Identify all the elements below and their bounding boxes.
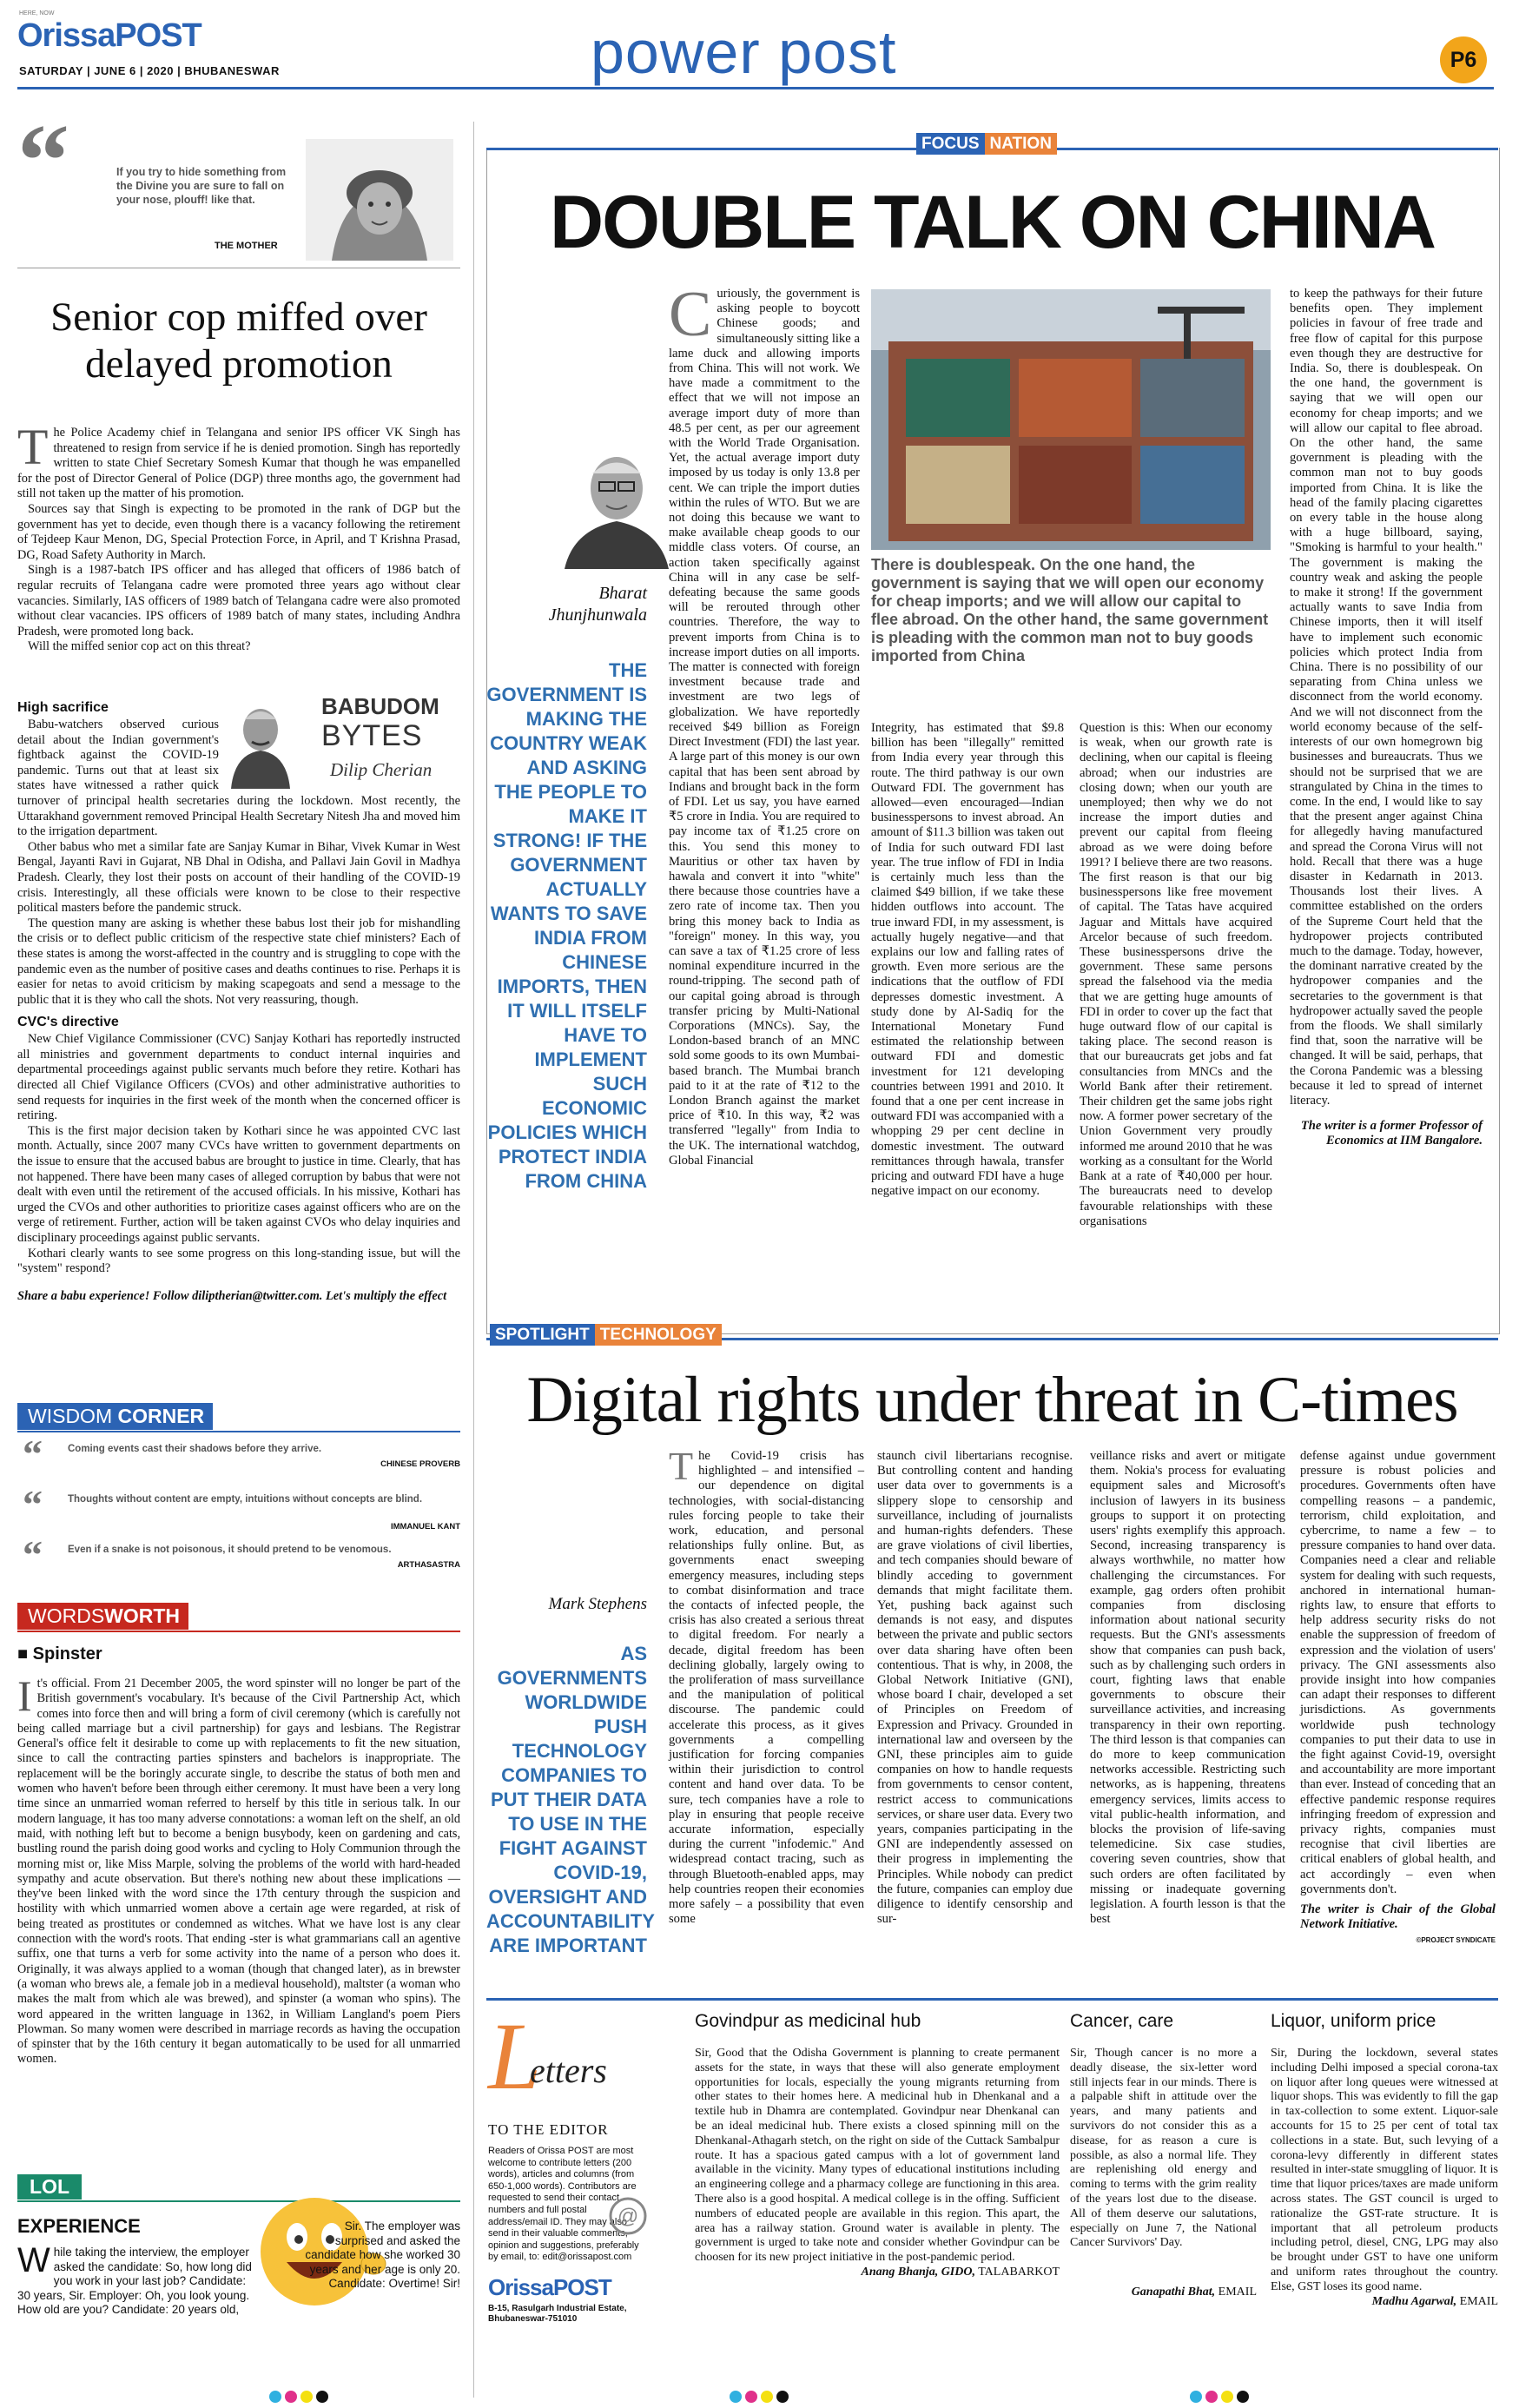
digital-pull-quote: AS GOVERNMENTS WORLDWIDE PUSH TECHNOLOGY COMPANIES TO PUT THEIR DATA TO USE IN THE FIGHT AGAINST COVID-19, OVERSIGHT AND ACCOUNTABILITY ARE IMPORTANT	[486, 1643, 655, 1956]
columnist-photo	[226, 693, 295, 789]
quote-icon: “	[23, 1482, 43, 1526]
letters-to-editor: TO THE EDITOR	[488, 2121, 609, 2138]
quote-open-icon: “	[17, 103, 69, 218]
dateline: SATURDAY | JUNE 6 | 2020 | BHUBANESWAR	[19, 64, 280, 77]
china-pull-quote: THE GOVERNMENT IS MAKING THE COUNTRY WEAK AND ASKING THE PEOPLE TO MAKE IT STRONG! IF THE GOVERNMENT ACTUALLY WANTS TO SAVE INDIA FROM CHINESE IMPORTS, THEN IT WILL ITSELF HAVE TO IMPLEMENT SUCH ECONOMIC POLICIES WHICH PROTECT INDIA FROM CHINA	[486, 659, 647, 1192]
china-author-last: Jhunjhunwala	[548, 605, 647, 625]
wordsworth-text: It's official. From 21 December 2005, the word spinster will no longer be part of the British government's vocabulary. It's because of the Civil Partnership Act, which comes into force then and will bring a form of civil ceremony (which is carefully not being called marriage but a civil partnership) for gays and lesbians. The Registrar General's office felt it desirable to come up with replacements to fit the new situation, since to call the contracting parties spinsters and bachelors is inappropriate. The replacement will be the boringly accurate single, to describe the status of both men and women who haven't before been through either ceremony. It must have been a very long time since an unmarried woman referred to herself by this title in serious talk. In our modern language, it has too many adverse connotations: a woman left on the shelf, an old maid, with nothing left but to become a benign busybody, keen on gardening and cats, bustling round the parish doing good works and cycling to Holy Communion through the morning mist or, like Miss Marple, solving the problems of the world with hard-headed sympathy and acute observation. But there's nothing new about these implications — they've been linked with the word since the 17th century through the suspicion and hostility with which unmarried women above a certain age were regarded, at risk of being treated as prostitutes or condemned as witches. What we have lost is any clear connection with the word's roots. That ending -ster is what grammarians call an agentive suffix, one that turns a verb for some activity into the name of a person who does it. Originally, it was always applied to a woman (though that changed later), as in brewster (a woman who brews ale, a female job in a medieval household), maltster (a woman who makes the malt from which ale was brewed), and spinster (a woman who spins). The word appeared in the written language in 1362, in William Langland's poem Piers Plowman. So many women were described in marriage records as having the occupation of spinster that by the 16th century it began automatically to be used for all unmarried women.	[17, 1671, 460, 2067]
lol-title: EXPERIENCE	[17, 2215, 141, 2237]
letters-brand: OrissaPOST	[488, 2274, 611, 2300]
babu-sub-article: BABUDOM BYTES Dilip Cherian High sacrifice Babu-watchers observed curious detail about the Indian government's fightback against the COVID-19 pandemic. Turns out that at least six states have witnessed a rather quick turnover of principal health secretaries during the lockdown. Most recently, the Uttarakhand government removed Principal Health Secretary Nitesh Jha and moved him to the irrigation department. Other babus who met a similar fate are Sanjay Kumar in Bihar, Vivek Kumar in West Bengal, Jayanti Ravi in Gujarat, NB Dhal in Odisha, and Pallavi Jain Govil in Madhya Pradesh. Clearly, they lost their posts on account of their handling of the COVID-19 crisis. Interestingly, all these officials were known to be close to their respective political masters before the pandemic struck. The question many are asking is whether these babus lost their job for mishandling the crisis or to deflect public criticism of the respective state chief ministers? Each of these states is among the worst-affected in the country and is struggling to cope with the pandemic even as the number of positive cases and deaths continues to rise. Perhaps it is easier for netas to avoid criticism by making scapegoats and send a message to the public that it is they who call the shots. Not very reassuring, though. CVC's directive New Chief Vigilance Commissioner (CVC) Sanjay Kothari has reportedly instructed all ministries and government departments to conduct internal inquiries and departmental proceedings against public servants much before they retire. Kothari has directed all Chief Vigilance Officers (CVOs) and other administrative authorities to send requests for inquiries in the first week of the month when the concerned officer is retiring. This is the first major decision taken by Kothari since he was appointed CVC last month. Actually, since 2007 many CVCs have written to government departments on the issue to ensure that the accused babus are brought to justice in time. Clearly, that has not happened. There have been many cases of alleged corruption by babus that were not dealt with even until the retirement of the accused officials. In his missive, Kothari has urged the CVOs and other authorities to prioritize cases against officers who are on the verge of retirement. Further, action will be taken against CVOs who delay inquiries and disciplinary proceedings against public servants. Kothari clearly wants to see some progress on this long-standing issue, but will the "system" respond? Share a babu experience! Follow diliptherian@twitter.com. Let's multiply the effect	[17, 693, 460, 1303]
lol-text: While taking the interview, the employer asked the candidate: So, how long did you work in your last job? Candidate: 30 years, Sir. Employer: Oh, you look young. How old are you? Candidate: 20 years old,	[17, 2241, 252, 2316]
word-of-day: ■ Spinster	[17, 1644, 102, 1664]
registration-mark	[1221, 2391, 1233, 2403]
china-tag: FOCUS NATION	[916, 135, 1057, 154]
letter2-text: Sir, Though cancer is no more a deadly disease, the six-letter word still injects fear in our minds. There is a palpable shift in attitude over the years, and many patients and survivors do not consider this as a disease, for as reason a cure is possible, as also a normal life. They are replenishing old energy and coming to terms with the grim reality of the years lost due to the disease. All of them deserve our salutations, especially on June 7, the National Cancer Survivors' Day. Ganapathi Bhat, EMAIL	[1070, 2047, 1257, 2299]
registration-mark	[776, 2391, 789, 2403]
registration-mark	[1190, 2391, 1202, 2403]
china-col4: to keep the pathways for their future benefits open. They implement policies in favour of free trade and free flow of capital for this purpose even though they are destructive for India. So, there is doublespeak. On the one hand, the government is saying that we will open our economy for cheap imports; and we will allow our capital to flee abroad. On the other hand, the same government is pleading with the common man not to buy goods imported from China. It is like the head of the family placing cigarettes on every table in the house along with a huge billboard, saying, "Smoking is harmful to your health." The government is making the country weak and asking the people to make it strong! If the government actually wants to save India from Chinese imports, then it will itself have to implement such economic policies which protect India from China. There is no possibility of our separating from China unless we disconnect from the world economy. And we will not disconnect from the world economy because of the self-interests of our own homegrown big businesses and bureaucrats. Thus we should not be surprised that we are strangulated by China in the times to come. In the end, I would like to say that the present anger against China for allegedly having manufactured and spread the Corona Virus will not hold. Recall that there was a huge disaster in Kedarnath in 2013. Thousands lost their lives. A committee established on the orders of the Supreme Court held that the hydropower projects contributed much to the damage. Today, however, the dominant narrative created by the hydropower companies and the secretaries to the government is that hydropower actually saved the people from the floods. We shall similarly find that, soon the narrative will be changed. It will be said, perhaps, that the Corona Pandemic was a blessing because it led to spread of internet literacy. The writer is a former Professor of Economics at IIM Bangalore.	[1290, 287, 1483, 1148]
brand-tagline: HERE, NOW	[19, 10, 55, 17]
digital-author: Mark Stephens	[548, 1595, 647, 1613]
lol-text-right: Sir. The employer was surprised and asked the candidate how she worked 30 years and her age is only 20. Candidate: Overtime! Sir!	[305, 2219, 460, 2290]
svg-text:@: @	[617, 2205, 639, 2228]
digital-bio: The writer is Chair of the Global Network Initiative.	[1300, 1902, 1496, 1932]
letter3-text: Sir, During the lockdown, several states including Delhi imposed a special corona-tax on liquor after long queues were witnessed at liquor shops. This was evidently to fill the gap in tax-collection to some extent. Liquor-sale accounts for 15 to 25 per cent of total tax collections in a state. But, such levying of a corona-levy differently in different states resulted in inter-state smuggling of liquor. It is time that liquor prices/taxes are made uniform across states. The GST council is urged to rationalize the GST-rate structure. It is important that all petroleum products including petrol, diesel, CNG, LPG may also be brought under GST to have one uniform and uniform rates throughout the country. Else, GST loses its good name. Madhu Agarwal, EMAIL	[1271, 2047, 1498, 2308]
masthead-logo: OrissaPOST	[17, 17, 201, 54]
email-at-icon	[608, 2196, 648, 2236]
the-mother-photo	[306, 139, 453, 261]
registration-mark	[1237, 2391, 1249, 2403]
author-photo	[556, 434, 677, 569]
china-author-first: Bharat	[598, 584, 647, 603]
subhead-high-sacrifice: High sacrifice	[17, 700, 109, 715]
babu-article: The Police Academy chief in Telangana and senior IPS officer VK Singh has threatened to resign from service if he is denied promotion. Singh has reportedly written to state Chief Secretary Somesh Kumar that though he was empanelled for the post of Director General of Police (DGP) three months ago, the government had still not taken up the matter of his promotion. Sources say that Singh is expecting to be promoted in the rank of DGP but the government has yet to decide, even though there is a vacancy following the retirement of Tejdeep Kaur Menon, DG, Special Protection Force, in April, and T Krishna Prasad, DG, Road Safety Authority in March. Singh is a 1987-batch IPS officer and has alleged that officers of 1986 batch of regular recruits of Telangana cadre were promoted three years ago without clear vacancies. Similarly, IAS officers of 1989 batch of Telangana cadre were also promoted without clear vacancies. IPS officers of 1989 batch of many states, including Andhra Pradesh, were promoted long back. Will the miffed senior cop act on this threat?	[17, 419, 460, 654]
registration-mark	[761, 2391, 773, 2403]
letters-word: etters	[530, 2051, 607, 2090]
registration-mark	[300, 2391, 313, 2403]
quote-icon: “	[23, 1432, 43, 1476]
masthead-rule	[17, 87, 1494, 89]
registration-mark	[1205, 2391, 1218, 2403]
digital-headline: Digital rights under threat in C-times	[526, 1364, 1458, 1436]
digital-col4: defense against undue government pressure is robust policies and procedures. Governments often have compelling reasons – a pandemic, terrorism, child exploitation, and cybercrime, to name a few – to pressure companies to hand over data. Companies need a clear and reliable system for dealing with such requests, anchored in international human-rights law, to ensure that efforts to help address security risks do not enable the suppression of freedom of expression and the violation of users' privacy. The GNI assessments also provide insight into how companies can adapt their responses to different jurisdictions. As governments worldwide push technology companies to put their data to use in the fight against Covid-19, oversight and accountability are more important than ever. Instead of conceding that an effective pandemic response requires infringing freedom of expression and privacy rights, companies must recognise that civil liberties are critical enablers of global health, and act accordingly – even when governments don't. The writer is Chair of the Global Network Initiative. ©PROJECT SYNDICATE	[1300, 1449, 1496, 1948]
china-photo-caption: There is doublespeak. On the one hand, the government is saying that we will open our economy for cheap imports; and we will allow our capital to flee abroad. On the other hand, the same government is pleading with the common man not to buy goods imported from China	[871, 556, 1269, 665]
digital-col3: veillance risks and avert or mitigate them. Nokia's process for evaluating equipment sales and Microsoft's inclusion of lawyers in its business groups to support it on protecting users' rights exemplify this approach. Second, increasing transparency is always worthwhile, no matter how challenging the circumstances. For example, gag orders often prohibit companies from disclosing information about national security requests. But the GNI's assessments show that companies can push back, such as by challenging such orders in court, fighting laws that enable governments to obscure their surveillance activities, and increasing transparency in their own reporting. The third lesson is that companies can do more to keep communication networks accessible. Restricting such networks, as is happening, threatens emergency services, limits access to vital public-health information, and blocks the provision of life-saving telemedicine. Six case studies, covering seven countries, show that such orders are often facilitated by missing or inadequate governing legislation. A fourth lesson is that the best	[1090, 1449, 1285, 1927]
letter3-title: Liquor, uniform price	[1271, 2011, 1436, 2031]
wisdom-list	[17, 1432, 460, 1591]
china-col2: Integrity, has estimated that $9.8 billion has been "illegally" remitted from India every year through this route. The third pathway is our own Outward FDI. The government has allowed—even encouraged—Indian businesspersons to invest abroad. An amount of $11.3 billion was taken out of India for such outward FDI last year. The true inflow of FDI in India is certainly much less than the claimed $49 billion, if we take these hidden outflows into account. The true inward FDI, in my assessment, is actually hugely negative—and that explains our low and falling rates of growth. Even more serious are the indications that the outflow of FDI depresses domestic investment. A study done by Al-Sadiq for the International Monetary Fund estimated the relationship between outward FDI and domestic investment for 121 developing countries between 1991 and 2010. It found that a one per cent increase in outward FDI was accompanied with a whopping 29 per cent decline in domestic investment. The outward remittances through hawala, transfer pricing and outward FDI have a huge negative impact on our economy.	[871, 721, 1064, 1199]
letter1-text: Sir, Good that the Odisha Government is planning to create permanent assets for the state, in ways that these will also generate employment opportunities for locals, especially the young migrants returning from other states to their homes here. A medicinal hub in Dhenkanal and a textile hub in Dhamra are contemplated. Govindpur near Dhenkanal can be an ideal medicinal hub. There exists a closed spinning mill on the Dhenkanal-Athagarh stetch, on the right on side of the Cuttack Sambalpur route. It has a spacious gated campus with a lot of government land available in the vicinity. Many types of educational institutions including an engineering college and a pharmacy college are functioning in this area. There also is a good hospital. A medical college is in the offing. Sufficient numbers of educated people are available in this region. This apart, the area has a railway station. Ground water is available in plenty. The government is urged to take note and consider whether Govindpur can be choosen for its new project initiative in the post-pandemic period. Anang Bhanja, GIDO, TALABARKOT	[695, 2047, 1060, 2279]
mother-quote-text: If you try to hide something from the Divine you are sure to fall on your nose, plouff! like that.	[116, 166, 287, 206]
column-name-1: BABUDOM	[321, 693, 439, 719]
subhead-cvc: CVC's directive	[17, 1015, 119, 1030]
digital-col1: The Covid-19 crisis has highlighted – and intensified – our dependence on digital technologies, with social-distancing rules forcing people to take their work, education, and personal relationships fully online. But, as governments enact sweeping emergency measures, including steps to combat disinformation and trace the contacts of infected people, the crisis has also created a serious threat to digital freedom. For nearly a decade, digital freedom has been declining globally, largely owing to the proliferation of mass surveillance and the manipulation of political discourse. The pandemic could accelerate this process, as it gives governments a compelling justification for forcing companies within their jurisdiction to control content and hand over data. To be sure, tech companies have a role to play in ensuring that people receive accurate information, especially during the current "infodemic." And widespread contact tracing, such as through Bluetooth-enabled apps, may help countries reopen their economies more safely – a possibility that even some	[669, 1444, 864, 1927]
digital-col2: staunch civil libertarians recognise. But controlling content and handing user data over to governments is a slippery slope to censorship and surveillance, including of journalists and human-rights defenders. These are grave violations of civil liberties, and tech companies should beware of blindly acceding to government demands that might facilitate them. Yet, pushing back against such demands is not easy, and disputes between the private and public sectors over data sharing have often been contentious. That is why, in 2008, the Global Network Initiative (GNI), whose board I chair, developed a set of Principles on Freedom of Expression and Privacy. Grounded in international law and overseen by the GNI, these principles aim to guide companies on how to handle requests from governments to censor content, restrict access to communications services, or share user data. Every two years, companies participating in the GNI are independently assessed on their progress in implementing the Principles. While nobody can predict the future, companies can employ due diligence to identify censorship and sur-	[877, 1449, 1073, 1927]
section-title: power post	[591, 18, 897, 86]
china-bio: The writer is a former Professor of Economics at IIM Bangalore.	[1300, 1119, 1483, 1148]
wordsworth-header: WORDSWORTH	[17, 1603, 460, 1632]
registration-mark	[269, 2391, 281, 2403]
drop-cap: T	[17, 419, 49, 475]
syndicate-credit: ©PROJECT SYNDICATE	[1416, 1935, 1496, 1944]
letters-address: B-15, Rasulgarh Industrial Estate, Bhubaneswar-751010	[488, 2304, 627, 2324]
letter2-title: Cancer, care	[1070, 2011, 1174, 2031]
wisdom-item: “ Coming events cast their shadows before they arrive. CHINESE PROVERB	[23, 1432, 460, 1476]
registration-mark	[285, 2391, 297, 2403]
china-headline: DOUBLE TALK ON CHINA	[549, 181, 1435, 264]
quote-icon: “	[23, 1532, 43, 1577]
registration-mark	[316, 2391, 328, 2403]
wisdom-item: “ Even if a snake is not poisonous, it should pretend to be venomous. ARTHASASTRA	[23, 1532, 460, 1577]
columnist-name: Dilip Cherian	[330, 759, 433, 780]
mother-quote-author: THE MOTHER	[215, 241, 278, 251]
wisdom-item: “ Thoughts without content are empty, intuitions without concepts are blind. IMMANUEL KANT	[23, 1482, 460, 1531]
wisdom-header: WISDOM CORNER	[17, 1403, 460, 1432]
china-col3: Question is this: When our economy is weak, when our growth rate is declining, when our capital is fleeing abroad; when our industries are closing down; when our youth are unemployed; then why we do not increase the import duties and prevent our capital from fleeing abroad as we were doing before 1991? I believe there are two reasons. The first reason is that our big businesspersons like free movement of capital. The Tatas have acquired Jaguar and Mittals have acquired Arcelor because of such freedom. These businesspersons drive the government. These same persons spread the falsehood via the media that we are getting huge amounts of FDI in order to cover up the fact that huge outward flow of our capital is taking place. The second reason is that our bureaucrats get jobs and fat consultancies from MNCs and the World Bank after their retirement. Their children get the same jobs right now. A former power secretary of the Union Government very proudly informed me around 2010 that he was working as a consultant for the World Bank at a rate of ₹40,000 per hour. The bureaucrats need to develop favourable relationships with these organisations	[1080, 721, 1272, 1228]
babu-headline: Senior cop miffed over delayed promotion	[50, 294, 427, 387]
letters-big-L: L	[488, 2003, 542, 2109]
column-name-2: BYTES	[321, 719, 423, 752]
letters-info: Readers of Orissa POST are most welcome to contribute letters (200 words), articles and columns (from 650-1,000 words). Contributors are requested to send their contact numbers and full postal address/email ID. They may also send in their valuable comments, opinion and suggestions, preferably by email, to: edit@orissapost.com	[488, 2146, 639, 2263]
registration-mark	[745, 2391, 757, 2403]
digital-tag: SPOTLIGHT TECHNOLOGY	[490, 1326, 722, 1345]
shipping-containers-photo	[871, 289, 1271, 550]
babu-footer: Share a babu experience! Follow diliptherian@twitter.com. Let's multiply the effect	[17, 1288, 447, 1303]
page-number-badge: P6	[1440, 36, 1487, 83]
china-col1: Curiously, the government is asking people to boycott Chinese goods; and simultaneously sitting like a lame duck and allowing imports from China. This will not work. We have made a commitment to the effect that we will not impose an average import duty of more than 48.5 per cent, as per our agreement with the World Trade Organisation. Yet, the actual average import duty imposed by us today is only 13.8 per cent. We can triple the import duties within the rules of WTO. But we are not doing this because we want to make available cheap goods to our middle class voters. Of course, an action taken specifically against China will in any case be self-defeating because the same goods will be rerouted through other countries. Therefore, the way to prevent imports from China is to increase import duties on all imports. The matter is connected with foreign investment because trade and investment are two legs of globalization. We have reportedly received $49 billion as Foreign Direct Investment (FDI) the last year. A large part of this money is our own capital that has been sent abroad by Indians and brought back in the form of FDI. Let us say, you have earned ₹5 crore in India. You are required to pay income tax of ₹1.25 crore on this. You send this money to Mauritius or other tax haven by hawala and convert it into "white" there because those countries have a zero rate of income tax. Then you bring this money back to India as "foreign" money. In this way, you can save a tax of ₹1.25 crore of less nominal expenditure incurred in the round-tripping. The second path of our capital going abroad is through transfer pricing by Multi-National Corporations (MNCs). Say, the London-based branch of an MNC sold some goods to its own Mumbai-based branch. The Mumbai branch paid to it at the rate of ₹12 to the London Branch against the market price of ₹10. In this way, ₹2 was transferred "legally" from India to the UK. The international watchdog, Global Financial	[669, 279, 860, 1168]
registration-mark	[730, 2391, 742, 2403]
lol-header: LOL	[17, 2174, 460, 2202]
babudom-bytes-box	[226, 693, 460, 789]
letter1-title: Govindpur as medicinal hub	[695, 2011, 921, 2031]
